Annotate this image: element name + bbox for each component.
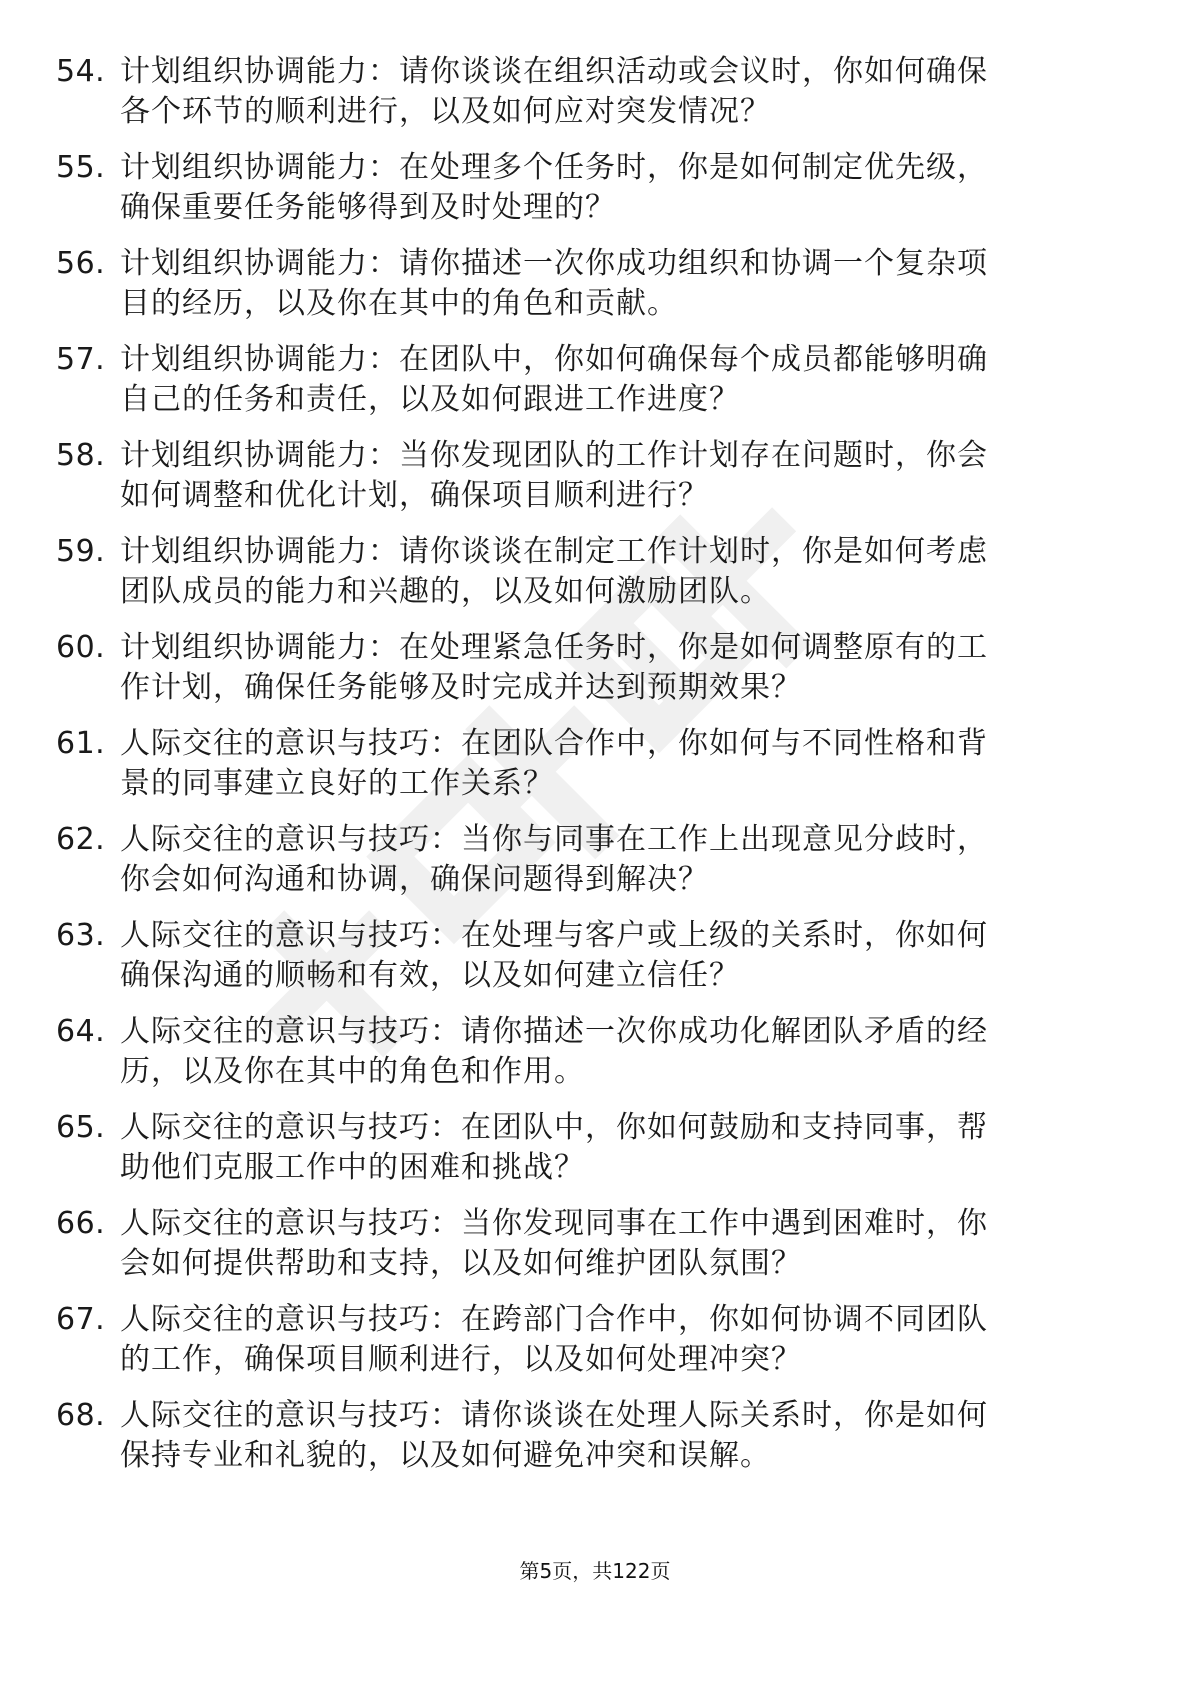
question-text-line: 计划组织协调能力：请你描述一次你成功组织和协调一个复杂项: [120, 246, 988, 281]
question-text-line: 团队成员的能力和兴趣的，以及如何激励团队。: [120, 574, 771, 609]
question-text-line: 如何调整和优化计划，确保项目顺利进行？: [120, 478, 709, 513]
question-text: [120, 1300, 1038, 1380]
question-item: [0, 1296, 1190, 1392]
question-number: 58.: [56, 438, 106, 473]
question-item: [0, 240, 1190, 336]
question-text: [120, 916, 1038, 996]
question-text: [120, 148, 1038, 228]
question-number: 62.: [56, 822, 106, 857]
question-text: [120, 1396, 1038, 1476]
question-text-line: 人际交往的意识与技巧：当你发现同事在工作中遇到困难时，你: [120, 1206, 988, 1241]
question-text: [120, 724, 1038, 804]
question-text: [120, 532, 1038, 612]
question-number: 59.: [56, 534, 106, 569]
question-number: 67.: [56, 1302, 106, 1337]
question-number: 57.: [56, 342, 106, 377]
question-text-line: 作计划，确保任务能够及时完成并达到预期效果？: [120, 670, 802, 705]
question-text: [120, 1204, 1038, 1284]
question-number: 66.: [56, 1206, 106, 1241]
question-item: [0, 336, 1190, 432]
question-text: [120, 340, 1038, 420]
question-text-line: 目的经历，以及你在其中的角色和贡献。: [120, 286, 678, 321]
question-item: [0, 912, 1190, 1008]
question-item: [0, 144, 1190, 240]
question-text-line: 确保重要任务能够得到及时处理的？: [120, 190, 616, 225]
question-text-line: 的工作，确保项目顺利进行，以及如何处理冲突？: [120, 1342, 802, 1377]
question-number: 64.: [56, 1014, 106, 1049]
question-number: 68.: [56, 1398, 106, 1433]
question-number: 55.: [56, 150, 106, 185]
question-text: [120, 628, 1038, 708]
question-text: [120, 1108, 1038, 1188]
question-text-line: 计划组织协调能力：在处理紧急任务时，你是如何调整原有的工: [120, 630, 988, 665]
question-text-line: 人际交往的意识与技巧：在团队中，你如何鼓励和支持同事，帮: [120, 1110, 988, 1145]
question-item: [0, 48, 1190, 144]
question-text-line: 人际交往的意识与技巧：当你与同事在工作上出现意见分歧时，: [120, 822, 988, 857]
question-item: [0, 1008, 1190, 1104]
question-text-line: 人际交往的意识与技巧：在团队合作中，你如何与不同性格和背: [120, 726, 988, 761]
question-text-line: 人际交往的意识与技巧：在处理与客户或上级的关系时，你如何: [120, 918, 988, 953]
question-text-line: 计划组织协调能力：当你发现团队的工作计划存在问题时，你会: [120, 438, 988, 473]
question-number: 61.: [56, 726, 106, 761]
question-text: [120, 820, 1038, 900]
question-item: [0, 432, 1190, 528]
question-item: [0, 720, 1190, 816]
question-text-line: 计划组织协调能力：请你谈谈在组织活动或会议时，你如何确保: [120, 54, 988, 89]
page-number: 第5页，共122页: [519, 1559, 671, 1583]
question-text: [120, 244, 1038, 324]
question-item: [0, 528, 1190, 624]
question-number: 63.: [56, 918, 106, 953]
question-number: 54.: [56, 54, 106, 89]
question-text-line: 保持专业和礼貌的，以及如何避免冲突和误解。: [120, 1438, 771, 1473]
question-list: [0, 48, 1190, 1488]
question-item: [0, 1200, 1190, 1296]
question-text-line: 各个环节的顺利进行，以及如何应对突发情况？: [120, 94, 771, 129]
question-text: [120, 1012, 1038, 1092]
question-text-line: 人际交往的意识与技巧：请你描述一次你成功化解团队矛盾的经: [120, 1014, 988, 1049]
question-text-line: 计划组织协调能力：在处理多个任务时，你是如何制定优先级，: [120, 150, 988, 185]
question-text: [120, 436, 1038, 516]
question-item: [0, 816, 1190, 912]
question-item: [0, 1392, 1190, 1488]
question-text: [120, 52, 1038, 132]
question-number: 65.: [56, 1110, 106, 1145]
question-item: [0, 624, 1190, 720]
question-text-line: 你会如何沟通和协调，确保问题得到解决？: [120, 862, 709, 897]
question-text-line: 景的同事建立良好的工作关系？: [120, 766, 554, 801]
question-text-line: 人际交往的意识与技巧：在跨部门合作中，你如何协调不同团队: [120, 1302, 988, 1337]
question-text-line: 助他们克服工作中的困难和挑战？: [120, 1150, 585, 1185]
question-text-line: 计划组织协调能力：在团队中，你如何确保每个成员都能够明确: [120, 342, 988, 377]
question-text-line: 计划组织协调能力：请你谈谈在制定工作计划时，你是如何考虑: [120, 534, 988, 569]
question-text-line: 历，以及你在其中的角色和作用。: [120, 1054, 585, 1089]
question-text-line: 自己的任务和责任，以及如何跟进工作进度？: [120, 382, 740, 417]
question-item: [0, 1104, 1190, 1200]
question-number: 56.: [56, 246, 106, 281]
question-text-line: 确保沟通的顺畅和有效，以及如何建立信任？: [120, 958, 740, 993]
question-text-line: 人际交往的意识与技巧：请你谈谈在处理人际关系时，你是如何: [120, 1398, 988, 1433]
question-number: 60.: [56, 630, 106, 665]
question-text-line: 会如何提供帮助和支持，以及如何维护团队氛围？: [120, 1246, 802, 1281]
